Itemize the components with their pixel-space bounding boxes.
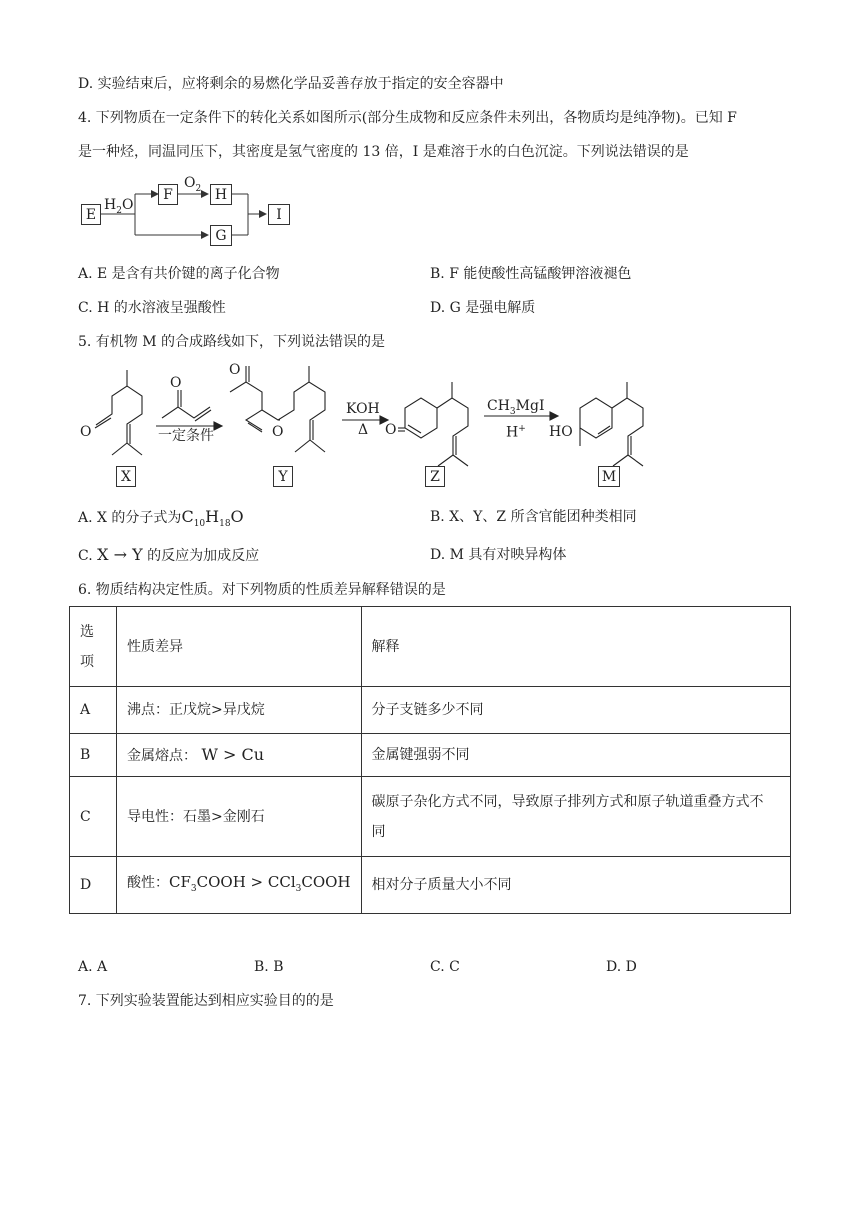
q6-answer-b: B. B — [254, 959, 284, 975]
q4-box-e: E — [81, 204, 101, 225]
q4-label-water: $H_2O$ — [104, 197, 134, 216]
y-aldehyde-oxygen-label: O — [272, 424, 284, 440]
z-oxygen-label: O — [385, 422, 397, 438]
acid-label: H+ — [506, 424, 526, 441]
q7-stem: 7. 下列实验装置能达到相应实验目的的是 — [78, 993, 334, 1009]
q4-box-g: G — [210, 225, 232, 246]
row-explain: 碳原子杂化方式不同，导致原子排列方式和原子轨道重叠方式不 同 — [361, 777, 790, 857]
q5-option-c: C. X → Y 的反应为加成反应 — [78, 545, 260, 564]
condition-label: 一定条件 — [158, 428, 214, 444]
y-ketone-oxygen-label: O — [229, 362, 241, 378]
header-explain: 解释 — [361, 607, 790, 687]
q4-label-o2: $O_2$ — [184, 175, 202, 194]
koh-label: KOH — [346, 401, 380, 417]
row-explain: 相对分子质量大小不同 — [361, 857, 790, 914]
q3-option-d: D. 实验结束后，应将剩余的易燃化学品妥善存放于指定的安全容器中 — [78, 76, 504, 92]
q6-answer-c: C. C — [430, 959, 460, 975]
header-option: 选 项 — [70, 607, 117, 687]
structure-z — [398, 382, 468, 466]
label-box-m: M — [598, 466, 620, 487]
q4-stem-line1: 4. 下列物质在一定条件下的转化关系如图所示(部分生成物和反应条件未列出，各物质均是纯净物)。已知 F — [78, 110, 737, 126]
label-box-x: X — [116, 466, 136, 487]
row-explain: 金属键强弱不同 — [361, 734, 790, 777]
table-row — [70, 857, 791, 914]
q6-table — [69, 606, 791, 914]
x-oxygen-label: O — [80, 424, 92, 440]
table-row — [70, 734, 791, 777]
table-row — [70, 777, 791, 857]
row-explain: 分子支链多少不同 — [361, 687, 790, 734]
q4-box-f: F — [158, 184, 178, 205]
q5-option-a-formula: $C_{10}H_{18}O$ — [181, 507, 244, 530]
structure-butenone — [162, 390, 211, 421]
q5-option-c-formula: X → Y — [97, 545, 143, 564]
q6-answer-a: A. A — [78, 959, 108, 975]
structure-x — [95, 370, 142, 455]
structure-m — [580, 382, 643, 466]
q4-option-c: C. H 的水溶液呈强酸性 — [78, 300, 226, 316]
label-box-y: Y — [273, 466, 293, 487]
q5-option-b: B. X、Y、Z 所含官能团种类相同 — [430, 509, 637, 525]
grignard-label: $CH_3MgI$ — [487, 398, 545, 417]
row-diff: 沸点：正戊烷>异戊烷 — [117, 687, 362, 734]
row-option: A — [70, 687, 117, 734]
row-diff: 酸性：$CF_3COOH$ > CCl$_3$COOH — [117, 857, 362, 914]
delta-label: Δ — [358, 422, 369, 438]
q4-option-b: B. F 能使酸性高锰酸钾溶液褪色 — [430, 266, 632, 282]
table-row — [70, 607, 791, 687]
q4-option-d: D. G 是强电解质 — [430, 300, 536, 316]
row-option: B — [70, 734, 117, 777]
q4-box-h: H — [210, 184, 232, 205]
m-hydroxyl-label: HO — [549, 424, 573, 440]
row-diff: 金属熔点： W > Cu — [117, 734, 362, 777]
butenone-oxygen-label: O — [170, 375, 182, 391]
table-row — [70, 687, 791, 734]
q4-box-i: I — [268, 204, 290, 225]
q4-option-a: A. E 是含有共价键的离子化合物 — [78, 266, 280, 282]
q4-stem-line2: 是一种烃，同温同压下，其密度是氢气密度的 13 倍，I 是难溶于水的白色沉淀。下列说法错误的是 — [78, 144, 689, 160]
row-option: D — [70, 857, 117, 914]
q6-answer-d: D. D — [606, 959, 637, 975]
q5-option-d: D. M 具有对映异构体 — [430, 547, 567, 563]
row-option: C — [70, 777, 117, 857]
q5-option-a: A. X 的分子式为$C_{10}H_{18}O$ — [78, 507, 244, 530]
row-diff: 导电性：石墨>金刚石 — [117, 777, 362, 857]
q5-stem: 5. 有机物 M 的合成路线如下，下列说法错误的是 — [78, 334, 386, 350]
header-diff: 性质差异 — [117, 607, 362, 687]
label-box-z: Z — [425, 466, 445, 487]
q6-stem: 6. 物质结构决定性质。对下列物质的性质差异解释错误的是 — [78, 582, 446, 598]
